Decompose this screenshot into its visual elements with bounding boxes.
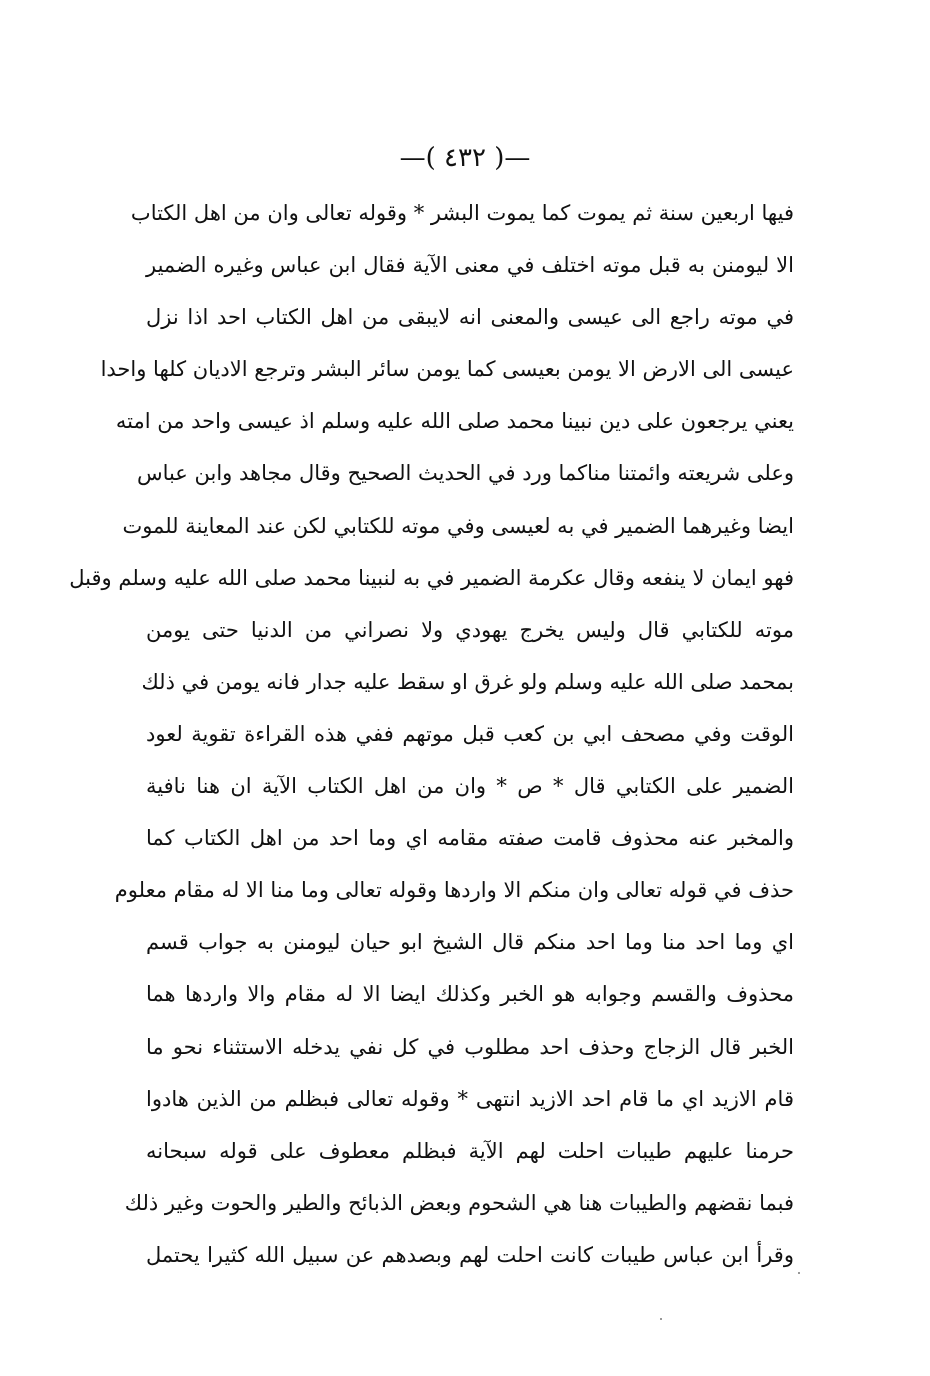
text-line: في موته راجع الى عيسى والمعنى انه لايبقى من اهل الكتاب احد اذا نزل [146,305,794,330]
text-line: حرمنا عليهم طيبات احلت لهم الآية فبظلم معطوف على قوله سبحانه [146,1138,794,1163]
text-line: الوقت وفي مصحف ابي بن كعب قبل موتهم ففي هذه القراءة تقوية لعود [146,721,794,746]
text-line: بمحمد صلى الله عليه وسلم ولو غرق او سقط عليه جدار فانه يومن في ذلك [141,669,794,694]
text-line: عيسى الى الارض الا يومن بعيسى كما يومن سائر البشر وترجع الاديان كلها واحدا [100,357,794,382]
text-line: فيها اربعين سنة ثم يموت كما يموت البشر * وقوله تعالى وان من اهل الكتاب [130,201,794,225]
text-line: موته للكتابي قال وليس يخرج يهودي ولا نصراني من الدنيا حتى يومن [146,617,794,642]
page-number: —( ٤٣٢ )— [399,143,531,173]
scan-speck [660,1318,662,1320]
text-line: الضمير على الكتابي قال * ص * وان من اهل الكتاب الآية ان هنا نافية [146,774,794,799]
text-line: ايضا وغيرهما الضمير في به لعيسى وفي موته للكتابي لكن عند المعاينة للموت [122,513,794,538]
text-line: الخبر قال الزجاج وحذف احد مطلوب في كل نفي يدخله الاستثناء نحو ما [146,1034,794,1059]
text-line: حذف في قوله تعالى وان منكم الا واردها وقوله تعالى وما منا الا له مقام معلوم [114,878,794,903]
text-line: قام الازيد اي ما قام احد الازيد انتهى * وقوله تعالى فبظلم من الذين هادوا [146,1086,794,1111]
text-line: وقرأ ابن عباس طيبات كانت احلت لهم وبصدهم عن سبيل الله كثيرا يحتمل [146,1242,794,1267]
text-line: وعلى شريعته وائمتنا مناكما ورد في الحديث الصحيح وقال مجاهد وابن عباس [136,461,794,486]
text-line: محذوف والقسم وجوابه هو الخبر وكذلك ايضا الا له مقام والا واردها هما [146,982,794,1007]
body-text [69,187,794,1281]
scan-speck [798,1272,800,1274]
text-line: فهو ايمان لا ينفعه وقال عكرمة الضمير في به لنبينا محمد صلى الله عليه وسلم وقبل [69,565,794,590]
text-line: الا ليومنن به قبل موته اختلف في معنى الآية فقال ابن عباس وغيره الضمير [146,253,794,278]
text-line: يعني يرجعون على دين نبينا محمد صلى الله عليه وسلم اذ عيسى واحد من امته [115,409,794,434]
text-line: اي وما احد منا وما احد منكم قال الشيخ ابو حيان ليومنن به جواب قسم [146,930,794,955]
text-line: فبما نقضهم والطيبات هنا هي الشحوم وبعض الذبائح والطير والحوت وغير ذلك [124,1190,794,1215]
text-line: والمخبر عنه محذوف قامت صفته مقامه اي وما احد من اهل الكتاب كما [146,826,794,851]
